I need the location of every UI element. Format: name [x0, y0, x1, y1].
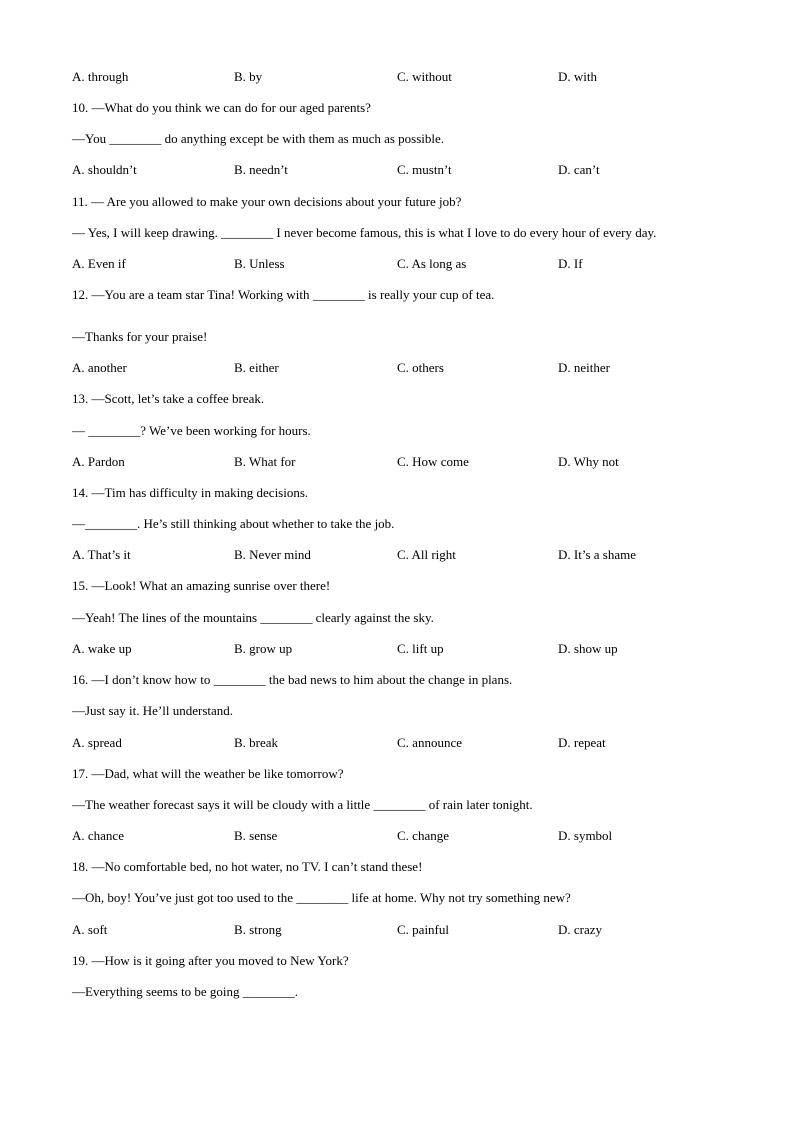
- dialogue-line: —Just say it. He’ll understand.: [72, 703, 234, 718]
- question-stem: 16. —I don’t know how to ________ the bad news to him about the change in plans.: [72, 672, 513, 687]
- dialogue-line: — ________? We’ve been working for hours.: [72, 423, 311, 438]
- dialogue-line: —Thanks for your praise!: [72, 329, 208, 344]
- option-a: A. soft: [72, 922, 108, 937]
- dialogue-line: —Oh, boy! You’ve just got too used to the ________ life at home. Why not try something new?: [72, 890, 571, 905]
- option-c: C. All right: [397, 547, 456, 562]
- option-a: A. another: [72, 360, 127, 375]
- option-b: B. grow up: [234, 641, 293, 656]
- option-d: D. Why not: [558, 454, 619, 469]
- dialogue-line: —Yeah! The lines of the mountains ________ clearly against the sky.: [72, 610, 434, 625]
- question-stem: 17. —Dad, what will the weather be like tomorrow?: [72, 766, 344, 781]
- option-d: D. show up: [558, 641, 618, 656]
- question-stem: 13. —Scott, let’s take a coffee break.: [72, 391, 265, 406]
- option-d: D. It’s a shame: [558, 547, 636, 562]
- option-d: D. symbol: [558, 828, 613, 843]
- option-c: C. lift up: [397, 641, 444, 656]
- option-a: A. spread: [72, 735, 122, 750]
- option-b: B. break: [234, 735, 279, 750]
- dialogue-line: — Yes, I will keep drawing. ________ I never become famous, this is what I love to do every hour of every day.: [72, 225, 657, 240]
- option-c: C. others: [397, 360, 444, 375]
- option-a: A. Pardon: [72, 454, 125, 469]
- question-stem: 19. —How is it going after you moved to New York?: [72, 953, 349, 968]
- option-a: A. That’s it: [72, 547, 131, 562]
- option-d: D. If: [558, 256, 583, 271]
- option-a: A. through: [72, 69, 129, 84]
- dialogue-line: —________. He’s still thinking about whether to take the job.: [72, 516, 395, 531]
- option-c: C. How come: [397, 454, 469, 469]
- option-a: A. shouldn’t: [72, 162, 137, 177]
- question-stem: 15. —Look! What an amazing sunrise over there!: [72, 578, 331, 593]
- option-c: C. As long as: [397, 256, 467, 271]
- option-a: A. chance: [72, 828, 124, 843]
- question-stem: 10. —What do you think we can do for our aged parents?: [72, 100, 371, 115]
- option-b: B. strong: [234, 922, 282, 937]
- dialogue-line: —You ________ do anything except be with them as much as possible.: [72, 131, 445, 146]
- question-stem: 14. —Tim has difficulty in making decisions.: [72, 485, 309, 500]
- option-c: C. without: [397, 69, 452, 84]
- option-c: C. change: [397, 828, 449, 843]
- option-d: D. can’t: [558, 162, 600, 177]
- option-b: B. needn’t: [234, 162, 288, 177]
- dialogue-line: —Everything seems to be going ________.: [72, 984, 299, 999]
- question-stem: 12. —You are a team star Tina! Working with ________ is really your cup of tea.: [72, 287, 495, 302]
- question-stem: 11. — Are you allowed to make your own decisions about your future job?: [72, 194, 462, 209]
- option-d: D. with: [558, 69, 597, 84]
- option-d: D. repeat: [558, 735, 606, 750]
- option-c: C. announce: [397, 735, 462, 750]
- option-c: C. mustn’t: [397, 162, 452, 177]
- option-b: B. Never mind: [234, 547, 311, 562]
- option-b: B. Unless: [234, 256, 285, 271]
- option-d: D. neither: [558, 360, 610, 375]
- option-b: B. sense: [234, 828, 278, 843]
- option-b: B. by: [234, 69, 263, 84]
- option-a: A. Even if: [72, 256, 126, 271]
- question-stem: 18. —No comfortable bed, no hot water, no TV. I can’t stand these!: [72, 859, 423, 874]
- option-a: A. wake up: [72, 641, 132, 656]
- option-c: C. painful: [397, 922, 449, 937]
- option-b: B. What for: [234, 454, 296, 469]
- dialogue-line: —The weather forecast says it will be cloudy with a little ________ of rain later tonight.: [72, 797, 533, 812]
- option-d: D. crazy: [558, 922, 603, 937]
- option-b: B. either: [234, 360, 279, 375]
